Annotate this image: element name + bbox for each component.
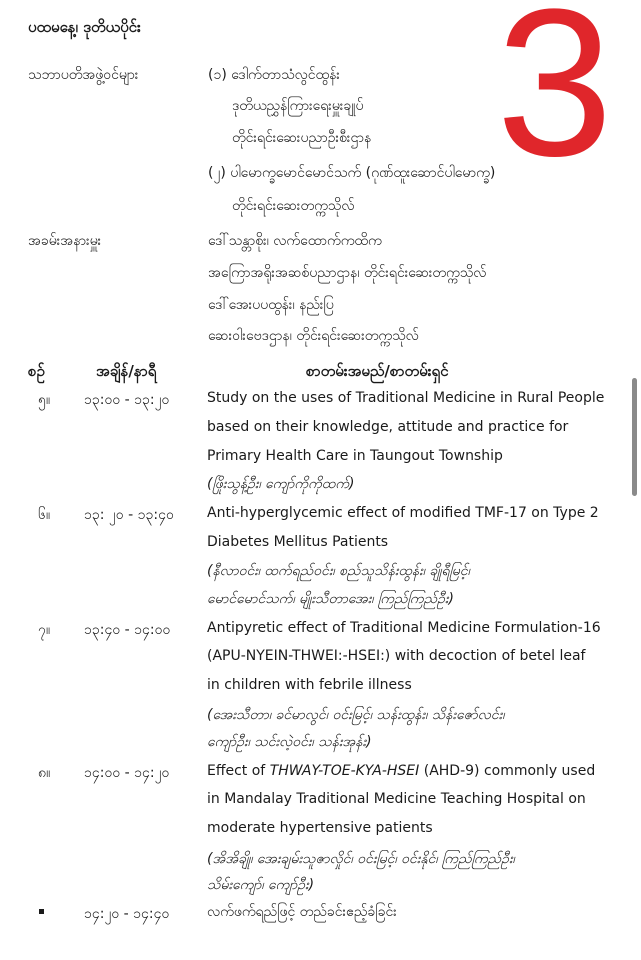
- paper-time: ၁၃:၀၀ - ၁၃:၂၀: [84, 392, 170, 408]
- paper-authors: (ဖြိုးသွန့်ဦး၊ ကျော်ကိုကိုထက်): [207, 476, 355, 492]
- break-label: လက်ဖက်ရည်ဖြင့် တည်ခင်းဧည့်ခံခြင်း: [207, 904, 397, 920]
- page-number: 3: [496, 0, 613, 200]
- header-no: စဉ်: [28, 362, 45, 380]
- title-emphasis: THWAY-TOE-KYA-HSEI: [269, 763, 420, 779]
- paper-number: ၆။: [38, 507, 51, 523]
- paper-title-line: Anti-hyperglycemic effect of modified TMF-17 on Type 2: [207, 505, 599, 521]
- paper-title-line: Primary Health Care in Taungout Township: [207, 448, 503, 464]
- paper-authors: (အေးသီတာ၊ ခင်မာလွင်၊ ဝင်းမြင့်၊ သန်းထွန်း၊ သိန်းဇော်လင်း၊: [207, 707, 505, 723]
- coordinator-line: ဒေါ်သန္တာစိုး၊ လက်ထောက်ကထိက: [208, 233, 382, 249]
- coordinator-line: အကြောအရိုးအဆစ်ပညာဌာန၊ တိုင်းရင်းဆေးတက္ကသိုလ်: [208, 265, 487, 281]
- coordinators-label: အခမ်းအနားမှူး: [28, 233, 102, 249]
- chairperson-line: ဒုတိယညွှန်ကြားရေးမှူးချုပ်: [232, 98, 364, 114]
- paper-authors: သိမ်းကျော်၊ ကျော်ဦး): [207, 877, 315, 893]
- paper-time: ၁၄:၀၀ - ၁၄:၂၀: [84, 765, 170, 781]
- paper-title-line: Diabetes Mellitus Patients: [207, 534, 389, 550]
- paper-title-line: Study on the uses of Traditional Medicine in Rural People: [207, 390, 605, 406]
- paper-title-line: [207, 762, 595, 780]
- chairperson-line: တိုင်းရင်းဆေးတက္ကသိုလ်: [232, 198, 355, 214]
- paper-title-line: in children with febrile illness: [207, 677, 412, 693]
- paper-number: ၇။: [38, 622, 51, 638]
- coordinator-line: ဒေါ်အေးပပထွန်း၊ နည်းပြ: [208, 297, 334, 313]
- paper-time: ၁၃:၄၀ - ၁၄:၀၀: [84, 622, 171, 638]
- scrollbar-thumb[interactable]: [632, 378, 637, 496]
- paper-title-line: moderate hypertensive patients: [207, 820, 433, 836]
- paper-authors: (အိအိချို၊ အေးချမ်းသူဇာလှိုင်၊ ဝင်းမြင့်၊ ဝင်းနိုင်၊ ကြည်ကြည်ဦး၊: [207, 851, 515, 867]
- paper-time: ၁၃: ၂၀ - ၁၃:၄၀: [84, 507, 174, 523]
- bullet-marker: [39, 909, 44, 914]
- chairperson-line: (၂) ပါမောက္ခမောင်မောင်သက် (ဂုဏ်ထူးဆောင်ပါမောက္ခ): [208, 165, 496, 181]
- title-prefix: Effect of: [207, 763, 270, 779]
- paper-title-line: based on their knowledge, attitude and practice for: [207, 419, 569, 435]
- coordinator-line: ဆေးဝါးဗေဒဌာန၊ တိုင်းရင်းဆေးတက္ကသိုလ်: [208, 328, 419, 344]
- header-title: စာတမ်းအမည်/စာတမ်းရှင်: [306, 362, 449, 380]
- paper-number: ၅။: [38, 392, 51, 408]
- chairpersons-label: သဘာပတိအဖွဲ့ဝင်များ: [28, 67, 139, 83]
- header-time: အချိန်/နာရီ: [96, 362, 157, 380]
- session-title: ပထမနေ့၊ ဒုတိယပိုင်း: [28, 18, 141, 36]
- chairperson-line: တိုင်းရင်းဆေးပညာဦးစီးဌာန: [232, 130, 372, 146]
- paper-authors: (နီလာဝင်း၊ ထက်ရည်ဝင်း၊ စည်သူသိန်းထွန်း၊ ချိုရီမြင့်၊: [207, 563, 470, 579]
- paper-number: ၈။: [38, 765, 51, 781]
- paper-title-line: (APU-NYEIN-THWEI:-HSEI:) with decoction of betel leaf: [207, 648, 586, 664]
- chairperson-line: (၁) ဒေါက်တာသံလွင်ထွန်း: [208, 67, 340, 83]
- title-suffix: (AHD-9) commonly used: [419, 763, 596, 779]
- break-time: ၁၄:၂၀ - ၁၄:၄၀: [84, 906, 170, 922]
- paper-authors: ကျော်ဦး၊ သင်းလဲ့ဝင်း၊ သန်းအုန်း): [207, 734, 372, 750]
- paper-title-line: in Mandalay Traditional Medicine Teaching Hospital on: [207, 791, 586, 807]
- paper-title-line: Antipyretic effect of Traditional Medicine Formulation-16: [207, 620, 601, 636]
- paper-authors: မောင်မောင်သက်၊ မျိုးသီတာအေး၊ ကြည်ကြည်ဦး): [207, 591, 454, 607]
